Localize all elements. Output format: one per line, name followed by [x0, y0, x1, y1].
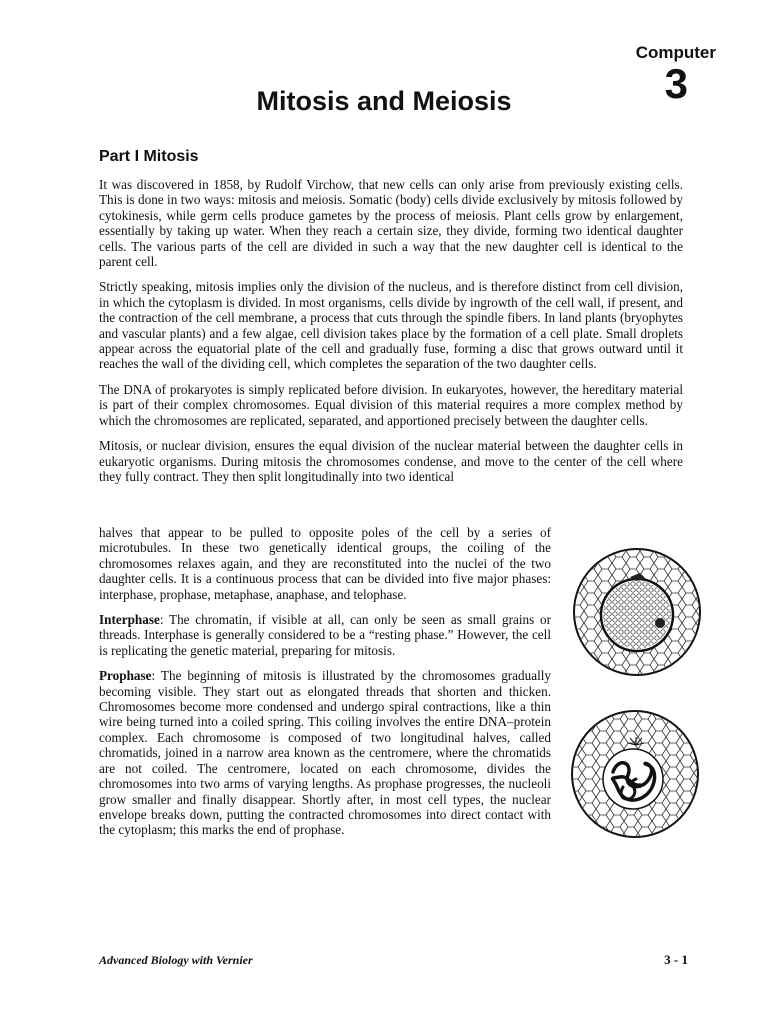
page-title: Mitosis and Meiosis [256, 86, 512, 116]
paragraph-1: It was discovered in 1858, by Rudolf Virchow, that new cells can only arise from previously existing cells. This is done in two ways: mitosis and meiosis. Somatic (body) cells divide exclusively by mitosis followed by cytokinesis, while germ cells produce gametes by the process of meiosis. Plant cells grow by enlargement, essentially by taking up water. When they reach a certain size, they divide, forming two identical daughter cells. The various parts of the cell are divided in such a way that the new daughter cell is identical to the parent cell. [99, 177, 683, 270]
prophase-cell-illustration [568, 707, 702, 841]
paragraph-3: The DNA of prokaryotes is simply replicated before division. In eukaryotes, however, the hereditary material is part of their complex chromosomes. Equal division of this material requires a more complex method by which the chromosomes are replicated, separated, and apportioned precisely between the daughter cells. [99, 381, 683, 428]
interphase-text: : The chromatin, if visible at all, can only be seen as small grains or threads. Interphase is generally considered to be a “resting phase.” However, the cell is replicating the genetic material, preparing for mitosis. [99, 612, 551, 658]
prophase-paragraph [99, 668, 551, 837]
footer-book-title: Advanced Biology with Vernier [99, 953, 253, 967]
footer-page-number: 3 - 1 [664, 952, 688, 967]
paragraph-4-rest: halves that appear to be pulled to opposite poles of the cell by a series of microtubules. In these two genetically identical groups, the coiling of the chromosomes relaxes again, and they are reconstituted into the nuclei of the two daughter cells. It is a continuous process that can be divided into five major phases: interphase, prophase, metaphase, anaphase, and telophase. [99, 525, 551, 602]
paragraph-2: Strictly speaking, mitosis implies only the division of the nucleus, and is therefore distinct from cell division, in which the cytoplasm is divided. In most organisms, cells divide by ingrowth of the cell wall, if present, and the contraction of the cell membrane, a process that cuts through the spindle fibers. In land plants (bryophytes and vascular plants) and a few algae, cell division takes place by the formation of a cell plate. Small droplets appear across the equatorial plate of the cell and gradually fuse, forming a disc that grows outward until it reaches the wall of the dividing cell, which completes the separation of the two daughter cells. [99, 279, 683, 372]
body-text-narrow [99, 525, 551, 848]
paragraph-4-top: Mitosis, or nuclear division, ensures the equal division of the nuclear material between the daughter cells in eukaryotic organisms. During mitosis the chromosomes condense, and move to the center of the cell where they fully contract. They then split longitudinally into two identical [99, 438, 683, 484]
body-text-full [99, 177, 683, 484]
interphase-cell-illustration [570, 545, 704, 679]
interphase-term: Interphase [99, 612, 160, 628]
interphase-paragraph [99, 612, 551, 658]
chapter-number: 3 [664, 60, 688, 107]
prophase-text: : The beginning of mitosis is illustrated by the chromosomes gradually becoming visible. They start out as elongated threads that shorten and thicken. Chromosomes become more condensed and undergo spiral contractions, like a thin wire being turned into a coiled spring. This coiling involves the entire DNA–protein complex. Each chromosome is composed of two longitudinal halves, called chromatids, joined in a narrow area known as the centromere, where the chromatids are not coiled. The centromere, located on each chromosome, divides the chromosomes into two arms of varying lengths. As prophase progresses, the nucleoli grow smaller and finally disappear. Shortly after, in most cell types, the nuclear envelope breaks down, putting the contracted chromosomes into direct contact with the cytoplasm; this marks the end of prophase. [99, 668, 551, 838]
prophase-term: Prophase [99, 668, 152, 684]
chapter-label: Computer [635, 43, 716, 62]
section-heading: Part I Mitosis [99, 148, 199, 165]
